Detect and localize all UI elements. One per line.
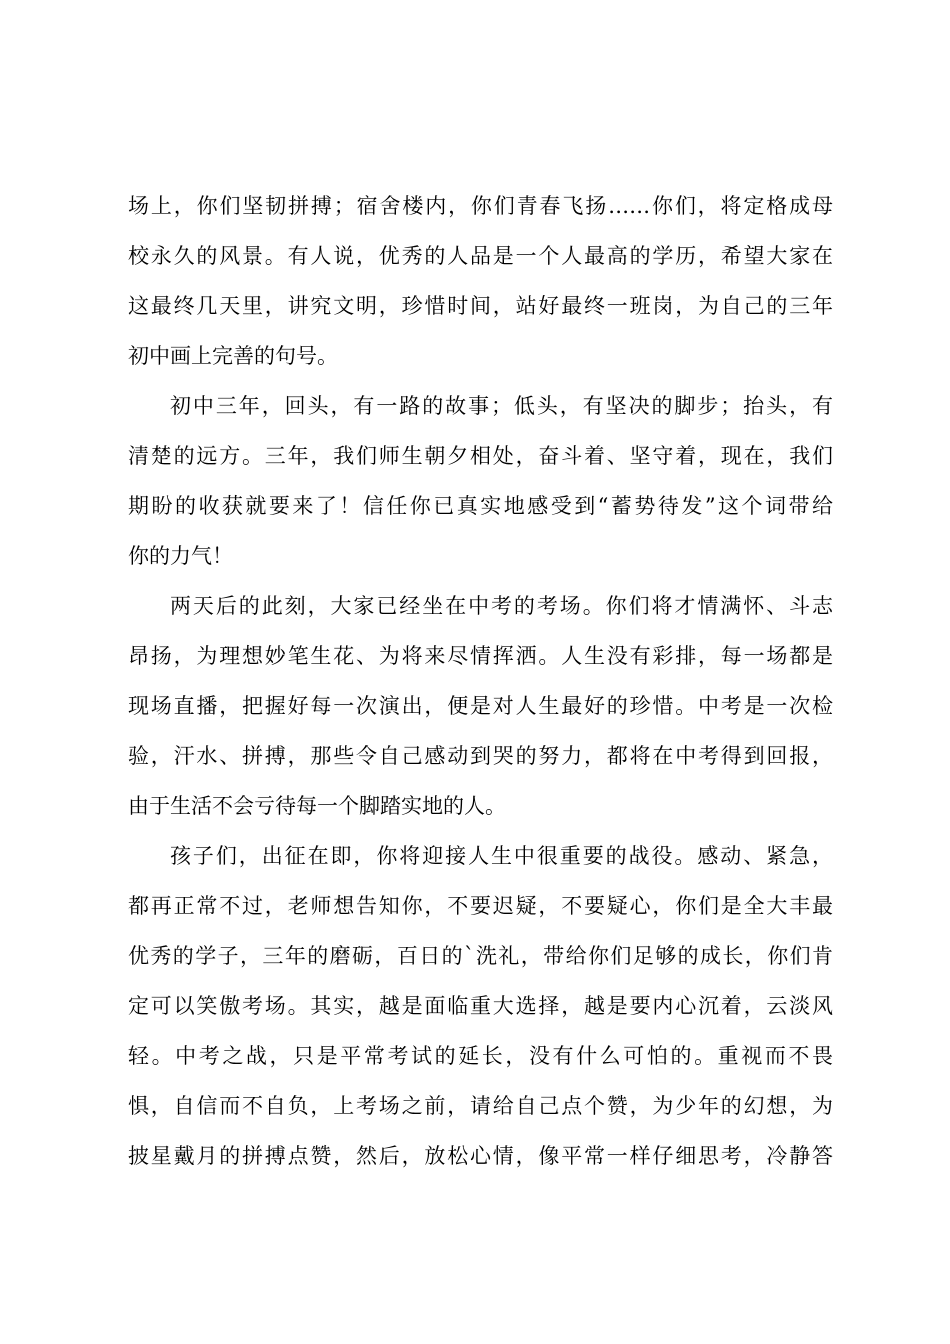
text-line: 校永久的风景。有人说，优秀的人品是一个人最高的学历，希望大家在 xyxy=(128,244,833,268)
paragraph-4 xyxy=(128,831,833,1181)
text-line: 初中三年，回头，有一路的故事；低头，有坚决的脚步；抬头，有 xyxy=(170,394,833,418)
text-line: 优秀的学子，三年的磨砺，百日的`洗礼，带给你们足够的成长，你们肯 xyxy=(128,944,833,968)
paragraph-1 xyxy=(128,181,833,381)
text-line: 验，汗水、拼搏，那些令自己感动到哭的努力，都将在中考得到回报， xyxy=(128,744,833,768)
text-line: 定可以笑傲考场。其实，越是面临重大选择，越是要内心沉着，云淡风 xyxy=(128,994,833,1018)
text-line: 现场直播，把握好每一次演出，便是对人生最好的珍惜。中考是一次检 xyxy=(128,694,833,718)
paragraph-2 xyxy=(128,381,833,581)
text-line: 这最终几天里，讲究文明，珍惜时间，站好最终一班岗，为自己的三年 xyxy=(128,294,833,318)
text-line: 披星戴月的拼搏点赞，然后，放松心情，像平常一样仔细思考，冷静答 xyxy=(128,1144,833,1168)
text-line: 昂扬，为理想妙笔生花、为将来尽情挥洒。人生没有彩排，每一场都是 xyxy=(128,644,833,668)
paragraph-3 xyxy=(128,581,833,831)
text-line: 轻。中考之战，只是平常考试的延长，没有什么可怕的。重视而不畏 xyxy=(128,1044,833,1068)
text-line: 初中画上完善的句号。 xyxy=(128,344,338,368)
text-line: 都再正常不过，老师想告知你，不要迟疑，不要疑心，你们是全大丰最 xyxy=(128,894,833,918)
text-line: 清楚的远方。三年，我们师生朝夕相处，奋斗着、坚守着，现在，我们 xyxy=(128,444,833,468)
text-line: 由于生活不会亏待每一个脚踏实地的人。 xyxy=(128,794,506,818)
text-line: 孩子们，出征在即，你将迎接人生中很重要的战役。感动、紧急， xyxy=(170,844,833,868)
text-line: 两天后的此刻，大家已经坐在中考的考场。你们将才情满怀、斗志 xyxy=(170,594,833,618)
text-line: 你的力气！ xyxy=(128,544,233,568)
document-body xyxy=(128,181,833,1181)
text-line: 期盼的收获就要来了！信任你已真实地感受到“蓄势待发”这个词带给 xyxy=(128,494,833,518)
text-line: 惧，自信而不自负，上考场之前，请给自己点个赞，为少年的幻想，为 xyxy=(128,1094,833,1118)
text-line: 场上，你们坚韧拼搏；宿舍楼内，你们青春飞扬……你们，将定格成母 xyxy=(128,194,833,218)
